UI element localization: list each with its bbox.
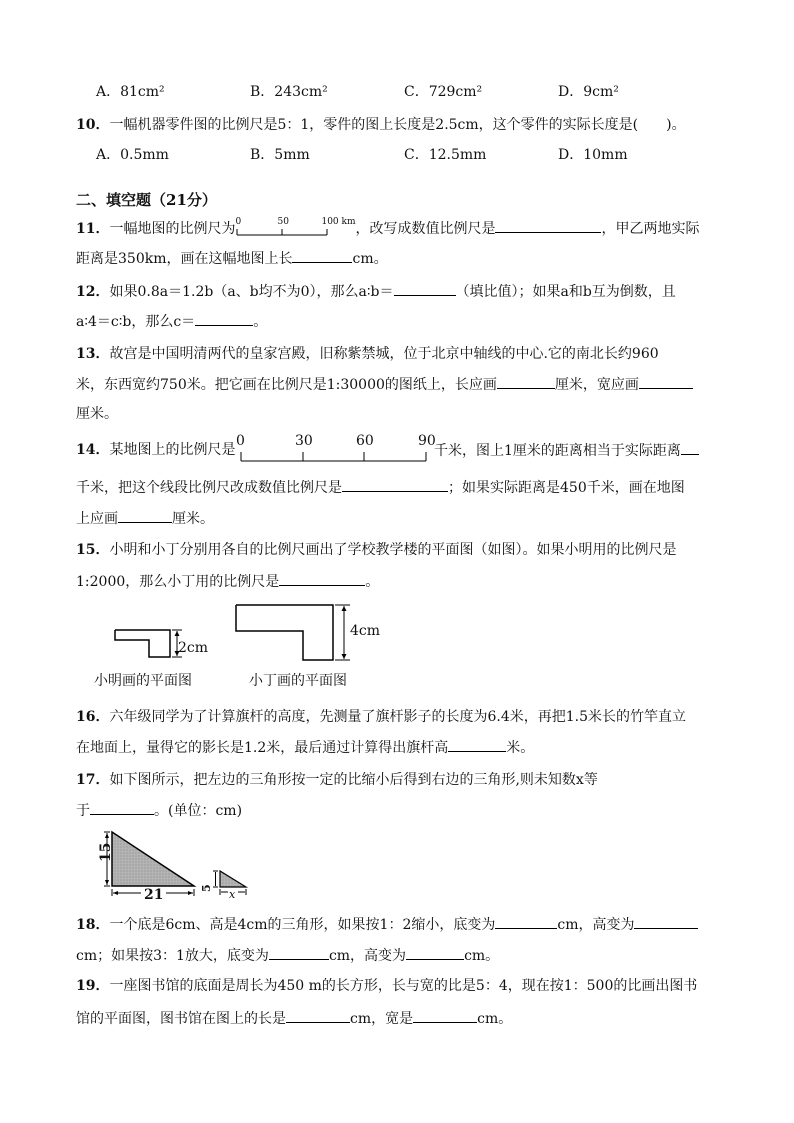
q18-text-c: cm；如果按3：1放大，底变为 xyxy=(76,948,269,964)
q15-dim-small: 2cm xyxy=(178,640,209,656)
q15-floorplan-figure xyxy=(100,600,390,670)
q15-line1 xyxy=(76,540,676,560)
q14-tick-0: 0 xyxy=(236,433,245,449)
q10-number: 10． xyxy=(76,117,110,133)
q14-answer-blank-1[interactable] xyxy=(681,440,699,455)
q19-answer-blank-2[interactable] xyxy=(413,1008,477,1023)
q16-text-a: 六年级同学为了计算旗杆的高度，先测量了旗杆影子的长度为6.4米，再把1.5米长的竹竿直立 xyxy=(109,709,687,725)
q18-number: 18． xyxy=(76,917,110,933)
q14-line1 xyxy=(76,440,235,460)
q15-caption-xiaoding: 小丁画的平面图 xyxy=(249,673,347,689)
q17-text-a: 如下图所示，把左边的三角形按一定的比缩小后得到右边的三角形,则未知数x等 xyxy=(109,772,598,788)
q11-answer-blank-2[interactable] xyxy=(292,248,352,263)
q12-line1 xyxy=(76,281,676,302)
q19-number: 19． xyxy=(76,978,110,994)
q14-scale-svg xyxy=(236,432,436,464)
q13-line3 xyxy=(76,404,118,424)
q16-number: 16． xyxy=(76,709,110,725)
q18-answer-blank-4[interactable] xyxy=(406,945,464,960)
q18-line1 xyxy=(76,914,698,935)
q15-number: 15． xyxy=(76,542,110,558)
q11-text-e: cm。 xyxy=(352,251,388,267)
q14-text-a: 某地图上的比例尺是 xyxy=(109,442,236,458)
q10-option-b: B．5mm xyxy=(250,147,310,163)
q17-answer-blank[interactable] xyxy=(90,800,154,815)
q13-text-c: 厘米，宽应画 xyxy=(554,377,639,393)
q16-text-b: 在地面上，量得它的影长是1.2米，最后通过计算得出旗杆高 xyxy=(76,740,449,756)
q13-answer-blank-1[interactable] xyxy=(497,374,555,389)
q14-text-b: 千米，图上1厘米的距离相当于实际距离 xyxy=(434,443,681,459)
q12-line2 xyxy=(76,311,267,332)
q17-number: 17． xyxy=(76,772,110,788)
q12-text-c: a∶4＝c∶b，那么c＝ xyxy=(76,314,196,330)
q18-line2 xyxy=(76,945,499,966)
q11-line2 xyxy=(76,248,388,269)
q9-option-a: A．81cm² xyxy=(96,84,165,100)
q15-answer-blank[interactable] xyxy=(279,571,365,586)
q14-line2 xyxy=(76,477,685,498)
q14-text-f: 厘米。 xyxy=(172,511,214,527)
q16-line1 xyxy=(76,707,686,727)
q10-text: 一幅机器零件图的比例尺是5：1，零件的图上长度是2.5cm，这个零件的实际长度是( )。 xyxy=(109,117,686,133)
q16-line2 xyxy=(76,737,534,758)
section-title: 二、填空题（21分） xyxy=(76,191,217,209)
q16-text-c: 米。 xyxy=(506,740,535,756)
q19-text-c: cm，宽是 xyxy=(350,1011,414,1027)
q18-answer-blank-3[interactable] xyxy=(269,945,329,960)
q14-tick-90: 90 xyxy=(418,433,436,449)
q18-answer-blank-1[interactable] xyxy=(495,914,557,929)
q18-text-a: 一个底是6cm、高是4cm的三角形，如果按1：2缩小，底变为 xyxy=(109,917,496,933)
q18-answer-blank-2[interactable] xyxy=(634,914,698,929)
q13-line2 xyxy=(76,374,693,395)
q12-text-b: （填比值）；如果a和b互为倒数，且 xyxy=(455,284,676,300)
q13-line1 xyxy=(76,344,659,364)
q19-text-b: 馆的平面图，图书馆在图上的长是 xyxy=(76,1011,286,1027)
q15-text-c: 。 xyxy=(365,574,380,590)
q19-answer-blank-1[interactable] xyxy=(286,1008,350,1023)
q14-line1b xyxy=(434,440,699,461)
q12-answer-blank-2[interactable] xyxy=(195,311,253,326)
q19-line2 xyxy=(76,1008,512,1029)
q17-text-b: 于 xyxy=(76,803,90,819)
q10-question xyxy=(76,115,686,135)
q11-text-c: ，甲乙两地实际 xyxy=(601,221,700,237)
q11-line1 xyxy=(76,218,699,239)
q17-small-height-label: 5 xyxy=(200,884,213,892)
q14-text-c: 千米，把这个线段比例尺改成数值比例尺是 xyxy=(76,480,342,496)
q13-answer-blank-2[interactable] xyxy=(639,374,693,389)
q13-number: 13． xyxy=(76,346,110,362)
q13-text-a: 故宫是中国明清两代的皇家宫殿，旧称紫禁城，位于北京中轴线的中心.它的南北长约960 xyxy=(109,346,659,362)
q15-line2 xyxy=(76,571,379,592)
q18-text-b: cm，高变为 xyxy=(557,917,635,933)
q11-tick-100: 100 km xyxy=(321,217,356,227)
q12-text-d: 。 xyxy=(253,314,268,330)
q14-answer-blank-3[interactable] xyxy=(118,508,172,523)
q11-tick-0: 0 xyxy=(235,217,242,227)
q19-text-a: 一座图书馆的底面是周长为450 m的长方形，长与宽的比是5：4，现在按1：500的比画出图书 xyxy=(109,978,698,994)
q19-line1 xyxy=(76,976,697,996)
q13-text-b: 米，东西宽约750米。把它画在比例尺是1:30000的图纸上，长应画 xyxy=(76,377,497,393)
q9-option-d: D．9cm² xyxy=(558,84,619,100)
q16-answer-blank[interactable] xyxy=(448,737,506,752)
q10-option-d: D．10mm xyxy=(558,147,628,163)
q14-text-d: ；如果实际距离是450千米，画在地图 xyxy=(448,480,685,496)
q14-text-e: 上应画 xyxy=(76,511,118,527)
q17-big-base-label: 21 xyxy=(144,887,164,903)
q11-answer-blank-1[interactable] xyxy=(495,218,601,233)
q17-text-c: 。(单位：cm) xyxy=(154,803,243,819)
q13-text-d: 厘米。 xyxy=(76,406,118,422)
q15-caption-xiaoming: 小明画的平面图 xyxy=(94,673,192,689)
q9-option-c: C．729cm² xyxy=(404,84,483,100)
q14-scale-bar xyxy=(236,432,436,464)
q17-line2 xyxy=(76,800,242,821)
q14-tick-60: 60 xyxy=(356,433,374,449)
q17-big-height-label: 15 xyxy=(98,842,114,862)
q9-option-b: B．243cm² xyxy=(250,84,328,100)
q18-text-e: cm。 xyxy=(464,948,500,964)
q15-text-a: 小明和小丁分别用各自的比例尺画出了学校教学楼的平面图（如图）。如果小明用的比例尺是 xyxy=(109,542,677,558)
q10-option-a: A．0.5mm xyxy=(96,147,169,163)
q14-number: 14． xyxy=(76,442,110,458)
q12-answer-blank-1[interactable] xyxy=(394,281,456,296)
q14-tick-30: 30 xyxy=(295,433,313,449)
q11-text-d: 距离是350km，画在这幅地图上长 xyxy=(76,251,293,267)
q14-answer-blank-2[interactable] xyxy=(342,477,448,492)
q11-tick-50: 50 xyxy=(277,217,289,227)
q11-number: 11． xyxy=(76,221,110,237)
q12-text-a: 如果0.8a＝1.2b（a、b均不为0），那么a∶b＝ xyxy=(109,284,394,300)
q14-line3 xyxy=(76,508,214,529)
q11-scale-bar xyxy=(235,218,355,238)
q11-text-b: ，改写成数值比例尺是 xyxy=(355,221,496,237)
q17-small-base-label: x xyxy=(229,888,236,901)
q18-text-d: cm，高变为 xyxy=(328,948,407,964)
q10-option-c: C．12.5mm xyxy=(404,147,487,163)
q15-dim-big: 4cm xyxy=(350,623,381,639)
q12-number: 12． xyxy=(76,284,110,300)
q15-text-b: 1:2000，那么小丁用的比例尺是 xyxy=(76,574,280,590)
q19-text-d: cm。 xyxy=(477,1011,513,1027)
q17-line1 xyxy=(76,770,598,790)
q11-text-a: 一幅地图的比例尺为 xyxy=(109,221,236,237)
